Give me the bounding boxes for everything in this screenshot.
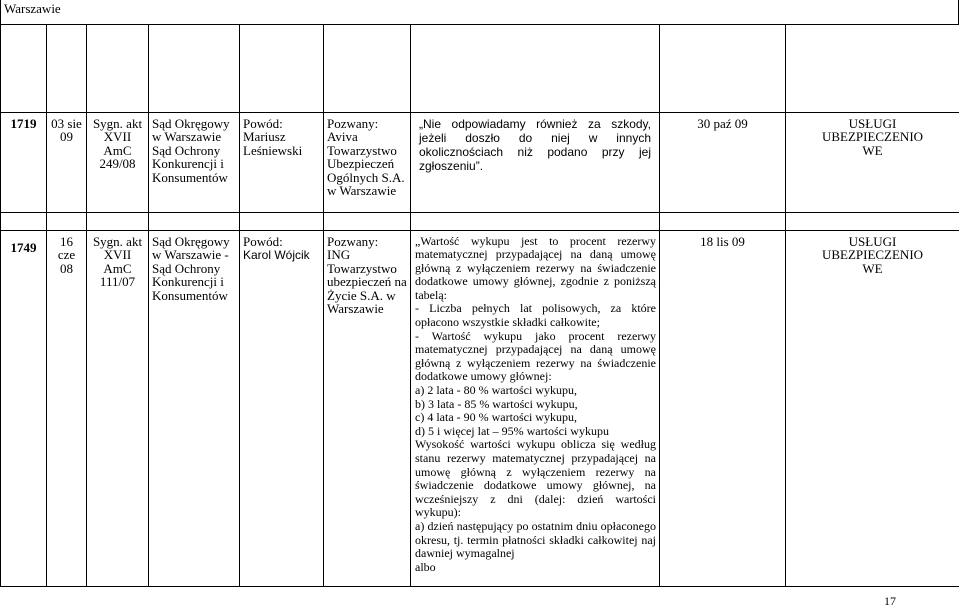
table-row bbox=[1, 230, 959, 586]
row-number: 1719 bbox=[1, 112, 47, 212]
defendant: Pozwany: ING Towarzystwo ubezpieczeń na Życie S.A. w Warszawie bbox=[324, 230, 411, 586]
ruling-date: 03 sie 09 bbox=[47, 112, 87, 212]
court-name: Sąd Okręgowy w Warszawie - Sąd Ochrony Konkurencji i Konsumentów bbox=[149, 230, 240, 586]
sector: USŁUGI UBEZPIECZENIO WE bbox=[786, 112, 959, 212]
entry-date: 18 lis 09 bbox=[660, 230, 786, 586]
ruling-date: 16 cze 08 bbox=[47, 230, 87, 586]
top-row-text: Warszawie bbox=[4, 1, 61, 16]
entry-date: 30 paź 09 bbox=[660, 112, 786, 212]
top-row-cell bbox=[1, 0, 959, 24]
case-signature: Sygn. akt XVII AmC 111/07 bbox=[87, 230, 149, 586]
top-table bbox=[0, 0, 959, 25]
plaintiff: Powód: Karol Wójcik bbox=[240, 230, 324, 586]
table-row bbox=[1, 112, 959, 212]
plaintiff: Powód: Mariusz Leśniewski bbox=[240, 112, 324, 212]
sector: USŁUGI UBEZPIECZENIO WE bbox=[786, 230, 959, 586]
case-signature: Sygn. akt XVII AmC 249/08 bbox=[87, 112, 149, 212]
register-table bbox=[0, 24, 959, 587]
page-number: 17 bbox=[884, 594, 896, 608]
defendant: Pozwany: Aviva Towarzystwo Ubezpieczeń Ogólnych S.A. w Warszawie bbox=[324, 112, 411, 212]
row-number: 1749 bbox=[1, 230, 47, 586]
clause-text: „Nie odpowiadamy również za szkody, jeżeli doszło do niej w innych okolicznościach niż podano przy jej zgłoszeniu”. bbox=[411, 112, 660, 212]
court-name: Sąd Okręgowy w Warszawie Sąd Ochrony Konkurencji i Konsumentów bbox=[149, 112, 240, 212]
clause-text: „Wartość wykupu jest to procent rezerwy matematycznej przypadającej na daną umowę główną z wyłączeniem rezerwy na świadczenie dodatkowe umowy głównej, zgodnie z poniższą tabelą: - Liczba pełnych lat polisowych, za które opłacono wszystkie składki całkowite; - Wartość wykupu jako procent rezerwy matematycznej przypadającej na daną umowę główną z wyłączeniem rezerwy na świadczenie dodatkowe umowy głównej: a) 2 lata - 80 % wartości wykupu, b) 3 lata - 85 % wartości wykupu, c) 4 lata - 90 % wartości wykupu, d) 5 i więcej lat – 95% wartości wykupu Wysokość wartości wykupu oblicza się według stanu rezerwy matematycznej przypadającej na umowę główną z wyłączeniem rezerwy na świadczenie dodatkowe umowy głównej, na wcześniejszy z dni (dalej: dzień wartości wykupu): a) dzień następujący po ostatnim dniu opłaconego okresu, tj. termin płatności składki całkowitej naj dawniej wymagalnej albo bbox=[411, 230, 660, 586]
